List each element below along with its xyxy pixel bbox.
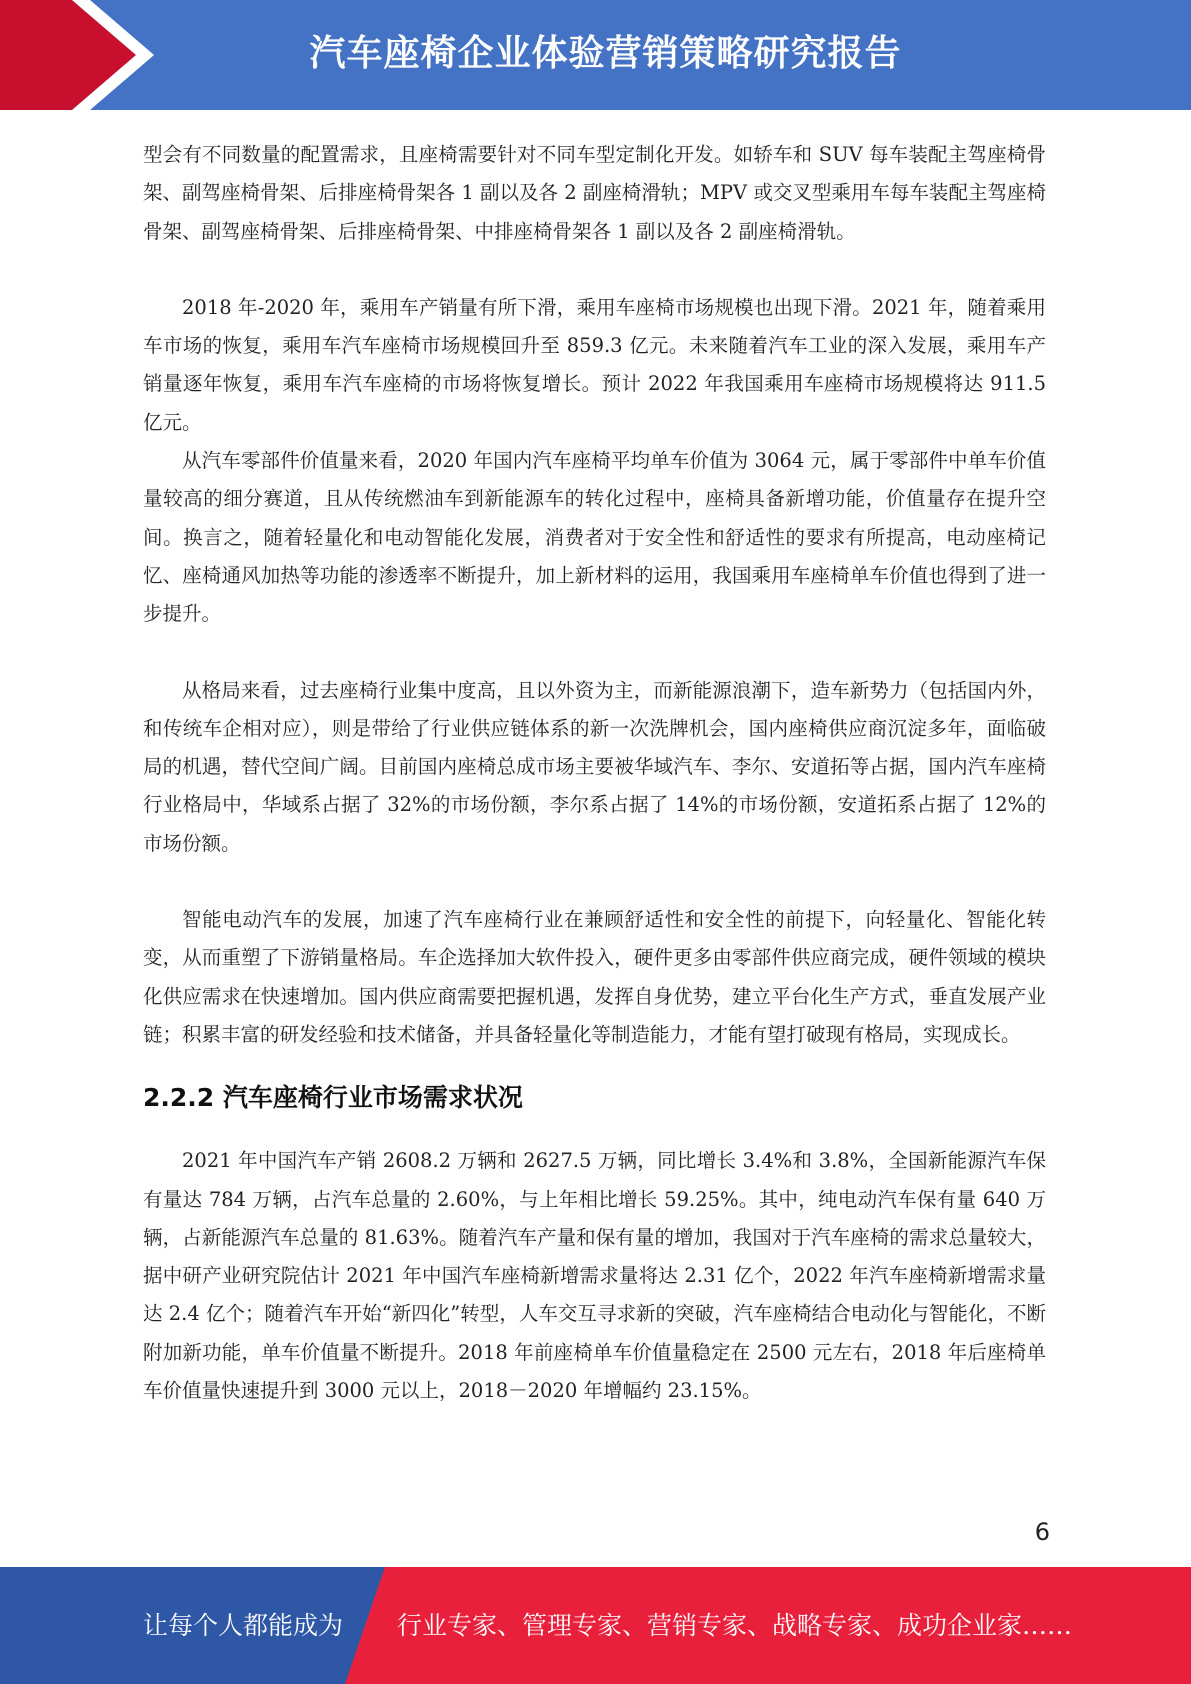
body-paragraph: 从格局来看，过去座椅行业集中度高，且以外资为主，而新能源浪潮下，造车新势力（包括国内外，和传统车企相对应），则是带给了行业供应链体系的新一次洗牌机会，国内座椅供应商沉淀多年，面临破局的机遇，替代空间广阔。目前国内座椅总成市场主要被华域汽车、李尔、安道拓等占据，国内汽车座椅行业格局中，华域系占据了 32%的市场份额，李尔系占据了 14%的市场份额，安道拓系占据了 12%的市场份额。 <box>143 678 1046 855</box>
header-title: 汽车座椅企业体验营销策略研究报告 <box>309 33 902 74</box>
footer-slogan-right: 行业专家、管理专家、营销专家、战略专家、成功企业家…… <box>397 1611 1073 1640</box>
page-content <box>143 136 1046 1410</box>
body-paragraph: 从汽车零部件价值量来看，2020 年国内汽车座椅平均单车价值为 3064 元，属于零部件中单车价值量较高的细分赛道，且从传统燃油车到新能源车的转化过程中，座椅具备新增功能，价值量存在提升空间。换言之，随着轻量化和电动智能化发展，消费者对于安全性和舒适性的要求有所提高，电动座椅记忆、座椅通风加热等功能的渗透率不断提升，加上新材料的运用，我国乘用车座椅单车价值也得到了进一步提升。 <box>143 449 1046 626</box>
footer-slogan-left: 让每个人都能成为 <box>143 1611 344 1640</box>
page-footer <box>0 1567 1191 1684</box>
body-paragraph: 2018 年-2020 年，乘用车产销量有所下滑，乘用车座椅市场规模也出现下滑。2021 年，随着乘用车市场的恢复，乘用车汽车座椅市场规模回升至 859.3 亿元。未来随着汽车工业的深入发展，乘用车产销量逐年恢复，乘用车汽车座椅的市场将恢复增长。预计 2022 年我国乘用车座椅市场规模将达 911.5 亿元。 <box>143 295 1046 434</box>
body-paragraph: 智能电动汽车的发展，加速了汽车座椅行业在兼顾舒适性和安全性的前提下，向轻量化、智能化转变，从而重塑了下游销量格局。车企选择加大软件投入，硬件更多由零部件供应商完成，硬件领域的模块化供应需求在快速增加。国内供应商需要把握机遇，发挥自身优势，建立平台化生产方式，垂直发展产业链；积累丰富的研发经验和技术储备，并具备轻量化等制造能力，才能有望打破现有格局，实现成长。 <box>143 908 1046 1046</box>
page-header <box>0 0 1191 110</box>
section-heading: 2.2.2 汽车座椅行业市场需求状况 <box>143 1083 523 1113</box>
body-paragraph: 型会有不同数量的配置需求，且座椅需要针对不同车型定制化开发。如轿车和 SUV 每车装配主驾座椅骨架、副驾座椅骨架、后排座椅骨架各 1 副以及各 2 副座椅滑轨；MPV 或交叉型乘用车每车装配主驾座椅骨架、副驾座椅骨架、后排座椅骨架、中排座椅骨架各 1 副以及各 2 副座椅滑轨。 <box>143 143 1046 243</box>
section-paragraph: 2021 年中国汽车产销 2608.2 万辆和 2627.5 万辆，同比增长 3.4%和 3.8%，全国新能源汽车保有量达 784 万辆，占汽车总量的 2.60%，与上年相比增长 59.25%。其中，纯电动汽车保有量 640 万辆，占新能源汽车总量的 81.63%。随着汽车产量和保有量的增加，我国对于汽车座椅的需求总量较大，据中研产业研究院估计 2021 年中国汽车座椅新增需求量将达 2.31 亿个，2022 年汽车座椅新增需求量达 2.4 亿个；随着汽车开始“新四化”转型，人车交互寻求新的突破，汽车座椅结合电动化与智能化，不断附加新功能，单车价值量不断提升。2018 年前座椅单车价值量稳定在 2500 元左右，2018 年后座椅单车价值量快速提升到 3000 元以上，2018－2020 年增幅约 23.15%。 <box>143 1149 1046 1403</box>
page-number: 6 <box>1034 1518 1050 1546</box>
